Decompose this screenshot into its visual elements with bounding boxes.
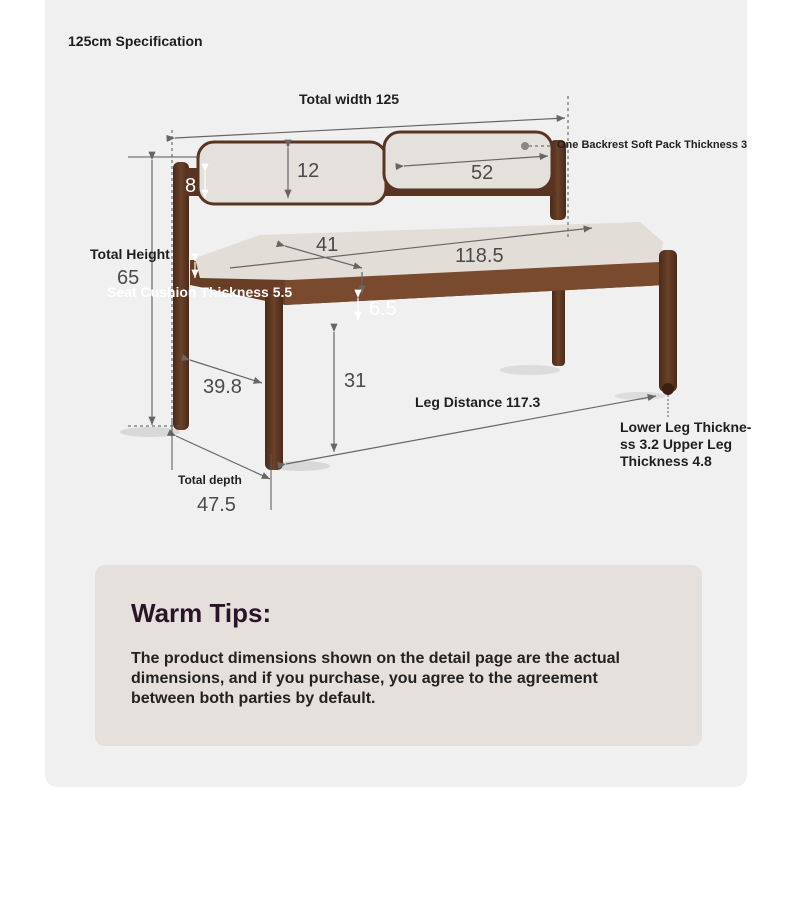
backrest-note: One Backrest Soft Pack Thickness 3 bbox=[557, 139, 748, 151]
apron-height-value: 6.5 bbox=[369, 298, 397, 320]
front-left-leg bbox=[265, 290, 283, 470]
total-depth-label: Total depth bbox=[178, 473, 242, 487]
seat-cushion-label: Seat Cushion Thickness 5.5 bbox=[107, 284, 293, 300]
leg-distance-label: Leg Distance 117.3 bbox=[415, 394, 541, 410]
leg-thickness-note: Lower Leg Thickne-ss 3.2 Upper Leg Thickness 4.8 bbox=[620, 419, 752, 469]
seat-width-value: 118.5 bbox=[455, 245, 504, 267]
total-depth-value: 47.5 bbox=[197, 494, 236, 516]
seat-depth-value: 41 bbox=[316, 234, 339, 256]
warm-tips-title: Warm Tips: bbox=[131, 598, 272, 628]
front-right-leg bbox=[659, 250, 677, 392]
total-height-label: Total Height bbox=[90, 246, 170, 262]
spec-title: 125cm Specification bbox=[68, 33, 203, 49]
leg-section-marker bbox=[662, 383, 674, 395]
warm-tips-box bbox=[95, 565, 702, 746]
backrest-width-value: 52 bbox=[471, 162, 494, 184]
warm-tips-body: The product dimensions shown on the detail page are the actual dimensions, and if you purchase, you agree to the agreement between both parties by default. bbox=[131, 650, 620, 707]
side-leg-span-value: 39.8 bbox=[203, 376, 242, 398]
seat-height-value: 31 bbox=[344, 370, 367, 392]
total-width-label: Total width 125 bbox=[299, 91, 400, 107]
backrest-cushion-left bbox=[198, 142, 386, 204]
backrest-height-value: 12 bbox=[297, 160, 320, 182]
backrest-gap-value: 8 bbox=[185, 175, 197, 197]
total-height-value: 65 bbox=[117, 267, 140, 289]
shadow bbox=[120, 427, 180, 437]
